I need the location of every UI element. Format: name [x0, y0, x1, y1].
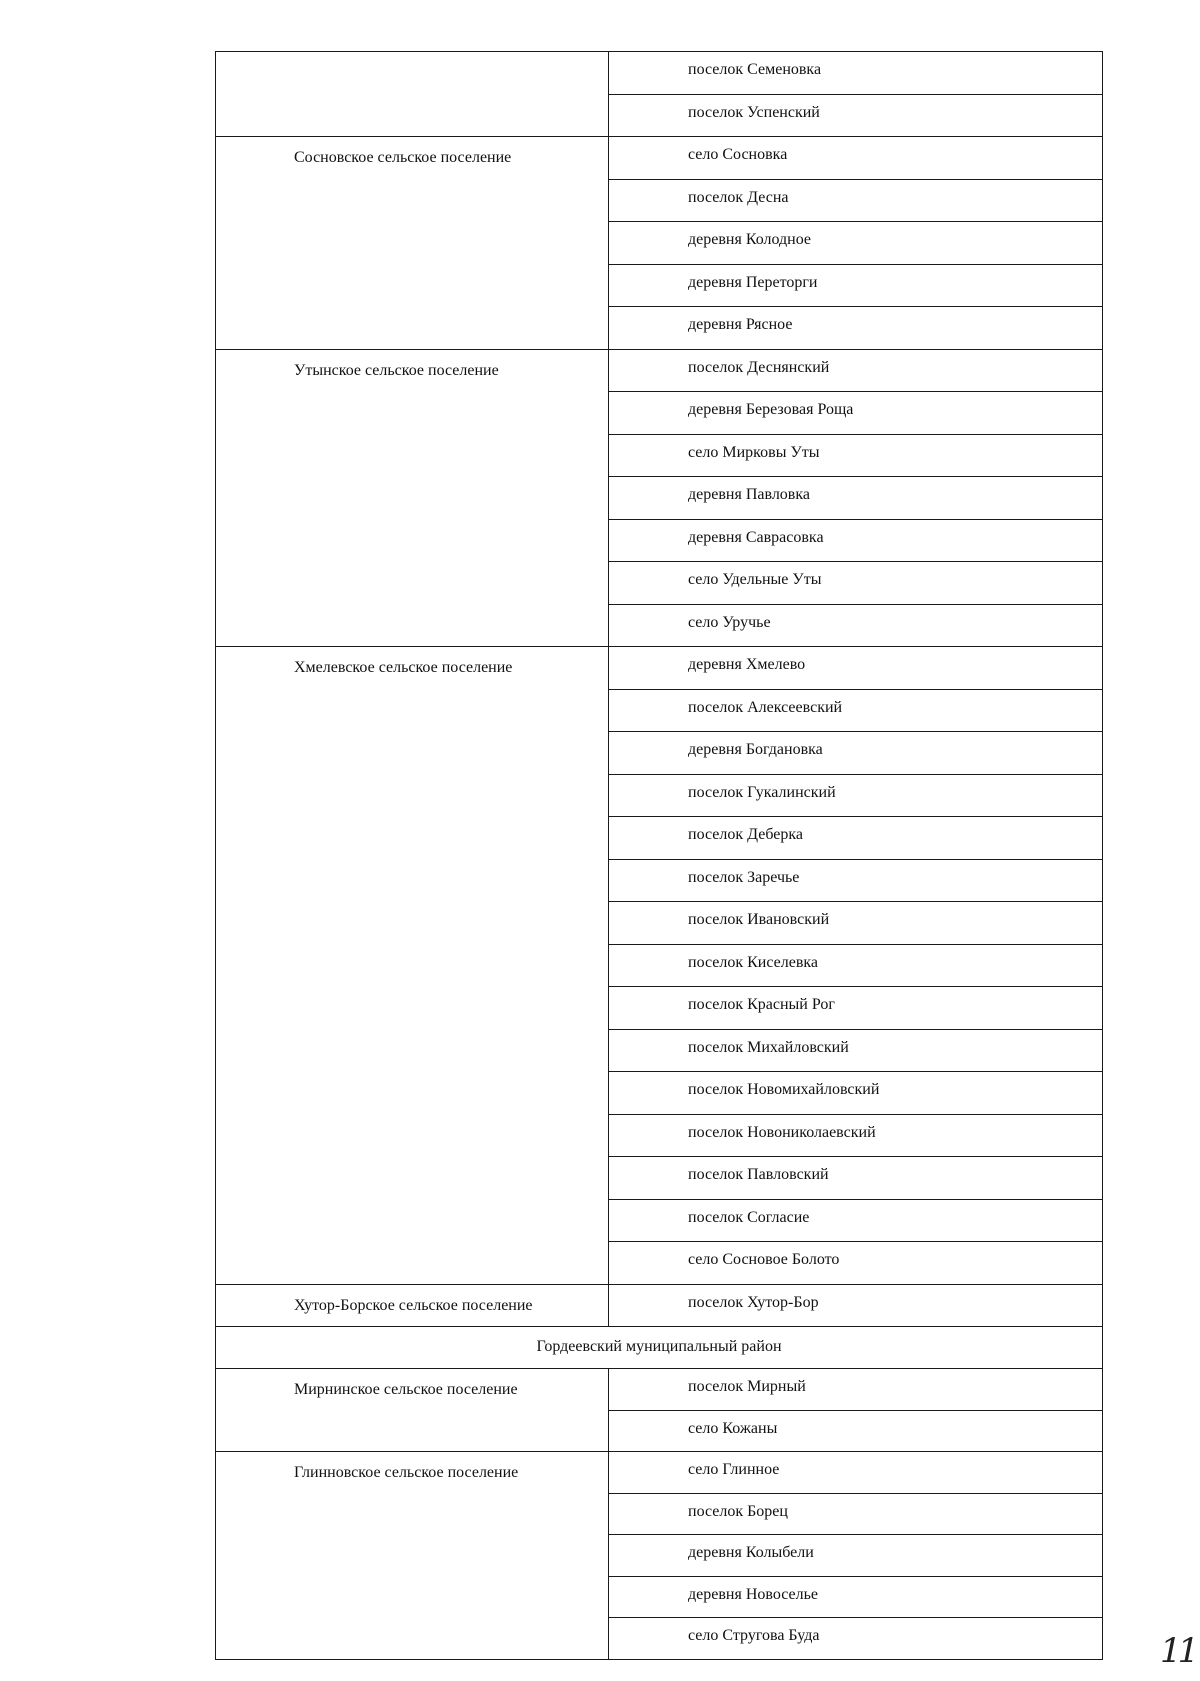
settlement-name: поселок Мирный: [609, 1369, 1103, 1411]
settlement-name: деревня Новоселье: [609, 1576, 1103, 1618]
settlement-name: село Сосновка: [609, 137, 1103, 180]
settlement-name: деревня Саврасовка: [609, 519, 1103, 562]
settlement-name: поселок Ивановский: [609, 902, 1103, 945]
settlement-name: поселок Павловский: [609, 1157, 1103, 1200]
district-row: [216, 1327, 1103, 1369]
settlement-name: поселок Красный Рог: [609, 987, 1103, 1030]
settlement-name: поселок Согласие: [609, 1199, 1103, 1242]
settlement-name: поселок Михайловский: [609, 1029, 1103, 1072]
table-row: [216, 647, 1103, 690]
municipality-name: Хутор-Борское сельское поселение: [216, 1284, 609, 1327]
table-row: [216, 137, 1103, 180]
settlement-name: село Сосновое Болото: [609, 1242, 1103, 1285]
table-row: [216, 1284, 1103, 1327]
settlement-name: деревня Павловка: [609, 477, 1103, 520]
municipality-name: Сосновское сельское поселение: [216, 137, 609, 350]
settlement-name: деревня Переторги: [609, 264, 1103, 307]
settlement-name: село Кожаны: [609, 1410, 1103, 1452]
settlement-name: село Глинное: [609, 1452, 1103, 1494]
settlement-name: поселок Борец: [609, 1493, 1103, 1535]
municipality-name: Хмелевское сельское поселение: [216, 647, 609, 1285]
table-row: [216, 52, 1103, 95]
municipality-name: Утынское сельское поселение: [216, 349, 609, 647]
district-name: Гордеевский муниципальный район: [216, 1327, 1103, 1369]
settlement-name: село Стругова Буда: [609, 1618, 1103, 1660]
settlement-name: село Уручье: [609, 604, 1103, 647]
settlement-name: поселок Новомихайловский: [609, 1072, 1103, 1115]
settlement-name: поселок Киселевка: [609, 944, 1103, 987]
settlement-name: село Мирковы Уты: [609, 434, 1103, 477]
settlements-table: [215, 51, 1103, 1660]
municipality-name: [216, 52, 609, 137]
settlement-name: поселок Заречье: [609, 859, 1103, 902]
handwritten-page-number: 11: [1160, 1631, 1196, 1671]
settlement-name: поселок Деберка: [609, 817, 1103, 860]
settlement-name: деревня Березовая Роща: [609, 392, 1103, 435]
settlement-name: поселок Деснянский: [609, 349, 1103, 392]
settlement-name: поселок Новониколаевский: [609, 1114, 1103, 1157]
settlement-name: поселок Десна: [609, 179, 1103, 222]
settlement-name: деревня Богдановка: [609, 732, 1103, 775]
table-row: [216, 1452, 1103, 1494]
settlement-name: поселок Успенский: [609, 94, 1103, 137]
settlement-name: поселок Хутор-Бор: [609, 1284, 1103, 1327]
table-row: [216, 349, 1103, 392]
settlement-name: поселок Алексеевский: [609, 689, 1103, 732]
settlement-name: поселок Гукалинский: [609, 774, 1103, 817]
settlement-name: поселок Семеновка: [609, 52, 1103, 95]
settlement-name: деревня Колыбели: [609, 1535, 1103, 1577]
settlements-table-body: [216, 52, 1103, 1660]
municipality-name: Мирнинское сельское поселение: [216, 1369, 609, 1452]
settlement-name: деревня Хмелево: [609, 647, 1103, 690]
table-row: [216, 1369, 1103, 1411]
settlement-name: село Удельные Уты: [609, 562, 1103, 605]
settlement-name: деревня Колодное: [609, 222, 1103, 265]
settlement-name: деревня Рясное: [609, 307, 1103, 350]
municipality-name: Глинновское сельское поселение: [216, 1452, 609, 1660]
